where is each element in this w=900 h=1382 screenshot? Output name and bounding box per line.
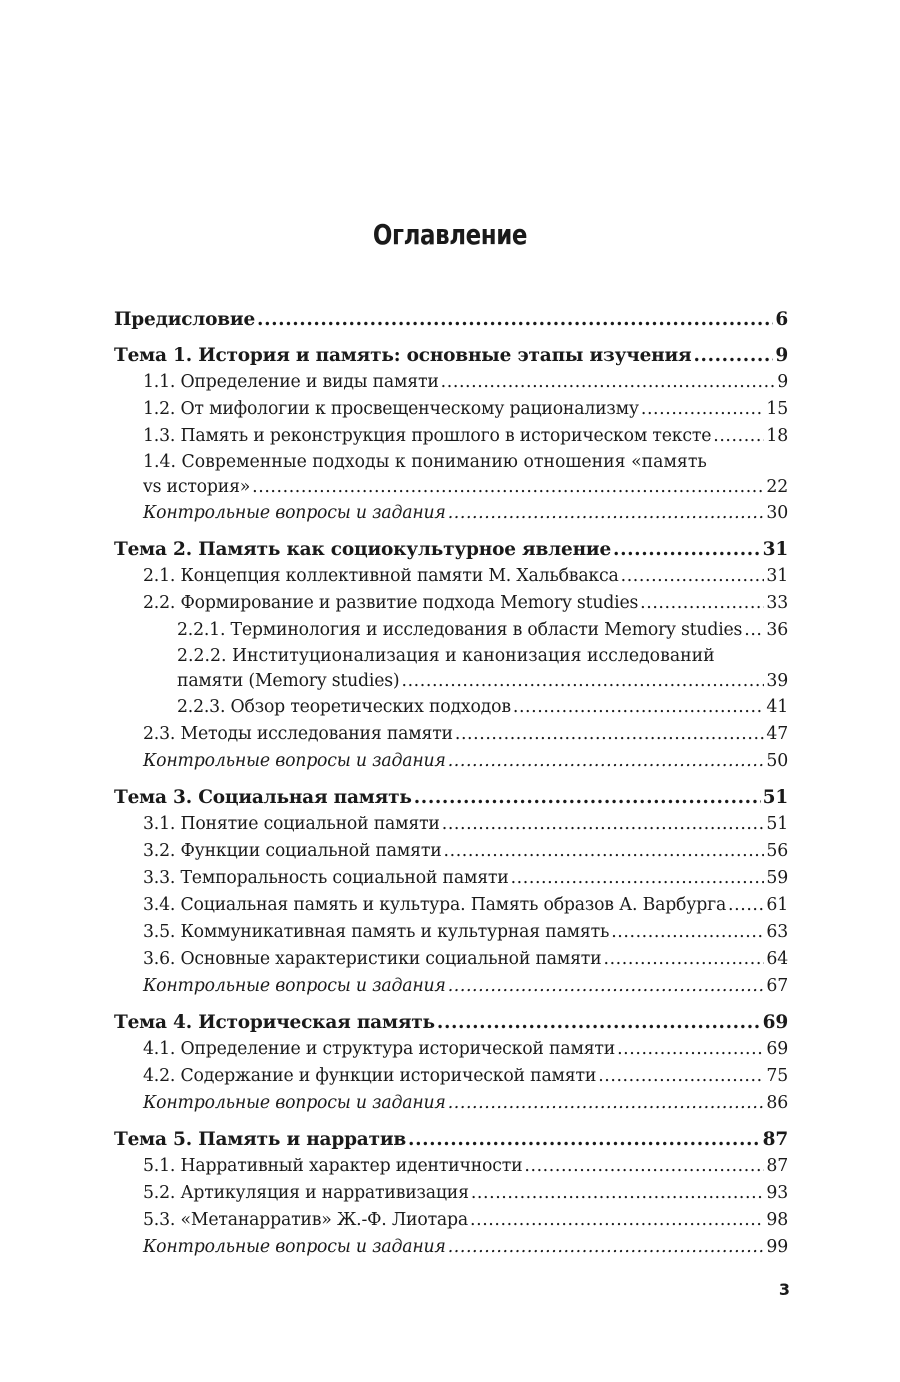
toc-entry-label: 1.2. От мифологии к просвещенческому рационализму	[143, 399, 639, 419]
toc-entry-topic-5	[114, 1126, 788, 1153]
toc-entry-label-line1: 1.4. Современные подходы к пониманию отношения «память	[143, 452, 707, 472]
toc-entry-page: 87	[762, 1129, 788, 1150]
toc-entry-label: vs история»	[143, 477, 251, 497]
dot-leader	[252, 475, 764, 500]
toc-entry-3-3	[114, 865, 788, 892]
toc-entry-questions-4	[114, 1090, 788, 1117]
toc-entry-page: 36	[766, 620, 788, 640]
toc-entry-page: 31	[762, 539, 788, 560]
dot-leader	[524, 1153, 764, 1180]
dot-leader	[444, 838, 765, 865]
dot-leader	[513, 694, 765, 721]
toc-entry-label: 5.1. Нарративный характер идентичности	[143, 1156, 523, 1176]
toc-entry-page: 30	[766, 503, 788, 523]
toc-entry-page: 56	[766, 841, 788, 861]
toc-entry-questions-2	[114, 748, 788, 775]
toc-entry-page: 6	[775, 309, 788, 330]
toc-entry-page: 63	[766, 922, 788, 942]
toc-entry-page: 67	[766, 976, 788, 996]
toc-entry-topic-2	[114, 536, 788, 563]
toc-entry-page: 50	[766, 751, 788, 771]
toc-entry-page: 75	[766, 1066, 788, 1086]
toc-entry-2-3	[114, 721, 788, 748]
toc-entry-4-1	[114, 1036, 788, 1063]
dot-leader	[257, 306, 773, 333]
toc-entry-label: Тема 3. Социальная память	[114, 787, 412, 808]
toc-entry-label: Контрольные вопросы и задания	[143, 1237, 446, 1257]
toc-entry-label: Тема 1. История и память: основные этапы изучения	[114, 345, 692, 366]
toc-entry-page: 22	[766, 477, 788, 497]
dot-leader	[448, 1090, 765, 1117]
toc-entry-label: 2.2.3. Обзор теоретических подходов	[177, 697, 511, 717]
dot-leader	[713, 423, 764, 450]
toc-entry-page: 9	[775, 345, 788, 366]
toc-entry-label: Контрольные вопросы и задания	[143, 751, 446, 771]
page-number: 3	[778, 1280, 790, 1299]
toc-entry-3-5	[114, 919, 788, 946]
toc-entry-label: Тема 4. Историческая память	[114, 1012, 435, 1033]
toc-entry-page: 98	[766, 1210, 788, 1230]
toc-entry-2-2-3	[114, 694, 788, 721]
toc-entry-label: Тема 2. Память как социокультурное явление	[114, 539, 612, 560]
toc-entry-label: 3.5. Коммуникативная память и культурная память	[143, 922, 610, 942]
toc-entry-5-1	[114, 1153, 788, 1180]
toc-entry-page: 39	[766, 671, 788, 691]
dot-leader	[617, 1036, 764, 1063]
toc-entry-5-3	[114, 1207, 788, 1234]
dot-leader	[621, 563, 765, 590]
toc-entry-label: 3.4. Социальная память и культура. Память образов А. Варбурга	[143, 895, 727, 915]
dot-leader	[455, 721, 765, 748]
toc-entry-label: памяти (Memory studies)	[177, 671, 400, 691]
toc-entry-page: 87	[766, 1156, 788, 1176]
dot-leader	[437, 1009, 761, 1036]
toc-entry-3-1	[114, 811, 788, 838]
toc-entry-page: 33	[766, 593, 788, 613]
dot-leader	[470, 1207, 764, 1234]
toc-entry-3-2	[114, 838, 788, 865]
toc-entry-label: 1.1. Определение и виды памяти	[143, 372, 439, 392]
toc-entry-label: 3.2. Функции социальной памяти	[143, 841, 442, 861]
dot-leader	[401, 669, 764, 694]
toc-entry-label: 3.1. Понятие социальной памяти	[143, 814, 440, 834]
toc-entry-2-2-1	[114, 617, 788, 644]
toc-entry-label: 5.3. «Метанарратив» Ж.-Ф. Лиотара	[143, 1210, 469, 1230]
toc-entry-page: 9	[777, 372, 788, 392]
toc-entry-label: 3.3. Темпоральность социальной памяти	[143, 868, 509, 888]
dot-leader	[448, 973, 765, 1000]
table-of-contents	[114, 306, 788, 1261]
toc-entry-page: 18	[766, 426, 788, 446]
toc-entry-2-1	[114, 563, 788, 590]
dot-leader	[694, 342, 774, 369]
toc-entry-page: 61	[766, 895, 788, 915]
toc-entry-page: 47	[766, 724, 788, 744]
toc-entry-page: 31	[766, 566, 788, 586]
page-title: Оглавление	[372, 218, 528, 251]
dot-leader	[448, 1234, 765, 1261]
toc-entry-label: 1.3. Память и реконструкция прошлого в историческом тексте	[143, 426, 712, 446]
toc-entry-1-3	[114, 423, 788, 450]
dot-leader	[641, 396, 765, 423]
dot-leader	[471, 1180, 765, 1207]
dot-leader	[408, 1126, 761, 1153]
toc-entry-3-4	[114, 892, 788, 919]
toc-entry-label: 4.1. Определение и структура исторической памяти	[143, 1039, 616, 1059]
toc-entry-topic-1	[114, 342, 788, 369]
toc-entry-5-2	[114, 1180, 788, 1207]
toc-entry-label: Тема 5. Память и нарратив	[114, 1129, 407, 1150]
dot-leader	[448, 748, 765, 775]
toc-entry-label: 4.2. Содержание и функции исторической памяти	[143, 1066, 597, 1086]
toc-entry-page: 41	[766, 697, 788, 717]
toc-entry-label: Контрольные вопросы и задания	[143, 503, 446, 523]
toc-entry-page: 93	[766, 1183, 788, 1203]
toc-entry-questions-1	[114, 500, 788, 527]
toc-entry-page: 51	[762, 787, 788, 808]
dot-leader	[744, 617, 764, 644]
toc-entry-page: 86	[766, 1093, 788, 1113]
toc-entry-page: 51	[766, 814, 788, 834]
toc-entry-label: Контрольные вопросы и задания	[143, 976, 446, 996]
toc-entry-page: 69	[766, 1039, 788, 1059]
dot-leader	[511, 865, 765, 892]
dot-leader	[611, 919, 764, 946]
dot-leader	[448, 500, 765, 527]
toc-entry-page: 99	[766, 1237, 788, 1257]
toc-entry-label: 2.3. Методы исследования памяти	[143, 724, 453, 744]
toc-entry-2-2	[114, 590, 788, 617]
toc-entry-label: Контрольные вопросы и задания	[143, 1093, 446, 1113]
toc-entry-1-4	[114, 450, 788, 500]
toc-entry-label: 5.2. Артикуляция и нарративизация	[143, 1183, 469, 1203]
toc-entry-page: 15	[766, 399, 788, 419]
toc-entry-label: 3.6. Основные характеристики социальной памяти	[143, 949, 602, 969]
dot-leader	[613, 536, 761, 563]
toc-entry-3-6	[114, 946, 788, 973]
toc-entry-label: 2.1. Концепция коллективной памяти М. Хальбвакса	[143, 566, 619, 586]
dot-leader	[441, 369, 776, 396]
dot-leader	[442, 811, 765, 838]
toc-entry-preface	[114, 306, 788, 333]
dot-leader	[414, 784, 761, 811]
toc-entry-2-2-2	[114, 644, 788, 694]
toc-entry-page: 64	[766, 949, 788, 969]
toc-entry-1-2	[114, 396, 788, 423]
dot-leader	[640, 590, 764, 617]
toc-entry-page: 69	[762, 1012, 788, 1033]
toc-entry-label: 2.2. Формирование и развитие подхода Memory studies	[143, 593, 639, 613]
dot-leader	[598, 1063, 764, 1090]
toc-entry-4-2	[114, 1063, 788, 1090]
toc-entry-label: Предисловие	[114, 309, 256, 330]
dot-leader	[728, 892, 764, 919]
toc-entry-questions-5	[114, 1234, 788, 1261]
toc-entry-page: 59	[766, 868, 788, 888]
toc-entry-1-1	[114, 369, 788, 396]
toc-entry-label-line1: 2.2.2. Институционализация и канонизация исследований	[177, 646, 715, 666]
toc-entry-topic-4	[114, 1009, 788, 1036]
toc-entry-questions-3	[114, 973, 788, 1000]
toc-entry-topic-3	[114, 784, 788, 811]
dot-leader	[604, 946, 765, 973]
toc-entry-label: 2.2.1. Терминология и исследования в области Memory studies	[177, 620, 743, 640]
